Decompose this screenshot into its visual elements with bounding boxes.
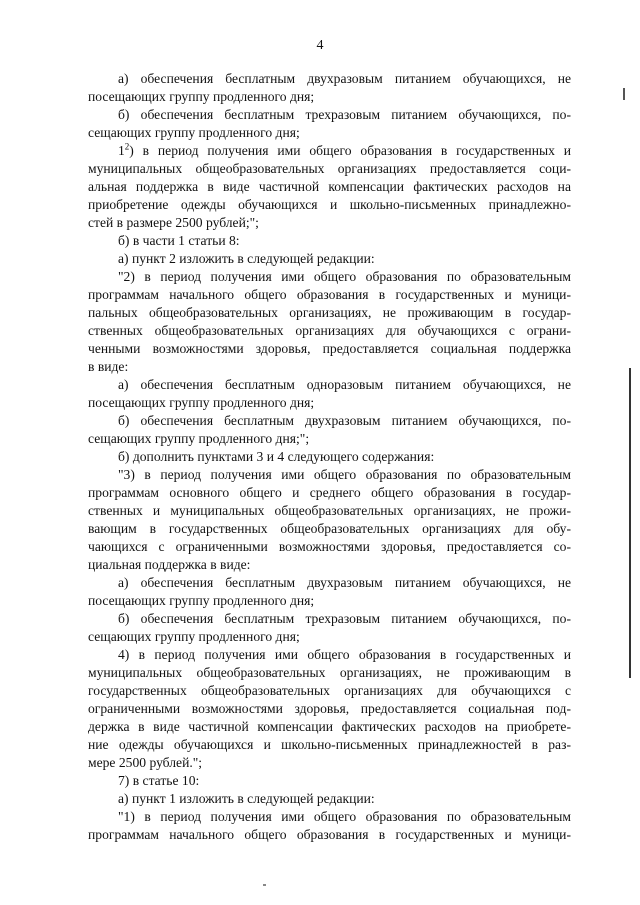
text-line: чающихся с ограниченными возможностями здоровья, предоставляется со- bbox=[88, 539, 571, 554]
text-line: а) обеспечения бесплатным двухразовым питанием обучающихся, не bbox=[118, 71, 571, 86]
text-line: ченными возможностями здоровья, предоставляется социальная поддержка bbox=[88, 341, 571, 356]
text-line: альная поддержка в виде частичной компенсации фактических расходов на bbox=[88, 179, 571, 194]
text-line: муниципальных общеобразовательных организациях предоставляется соци- bbox=[88, 161, 571, 176]
text-line: мере 2500 рублей."; bbox=[88, 755, 203, 770]
text-line: посещающих группу продленного дня; bbox=[88, 89, 315, 104]
text-line: посещающих группу продленного дня; bbox=[88, 395, 315, 410]
text-line: б) в части 1 статьи 8: bbox=[118, 233, 240, 248]
item-number-superscript: 2 bbox=[124, 141, 130, 152]
text-line: приобретение одежды обучающихся и школьно-письменных принадлежно- bbox=[88, 197, 571, 212]
text-line: вающим в государственных общеобразовательных организациях для обу- bbox=[88, 521, 571, 536]
text-line: ограниченными возможностями здоровья, предоставляется социальная под- bbox=[88, 701, 571, 716]
text-line: программам основного общего и среднего общего образования в государ- bbox=[88, 485, 571, 500]
text-line: "3) в период получения ими общего образования по образовательным bbox=[118, 467, 571, 482]
text-line: б) обеспечения бесплатным трехразовым питанием обучающихся, по- bbox=[118, 611, 571, 626]
text-line: сещающих группу продленного дня;"; bbox=[88, 431, 310, 446]
text-line: программам начального общего образования в государственных и муници- bbox=[88, 287, 571, 302]
text-line: 7) в статье 10: bbox=[118, 773, 200, 788]
text-line: ственных и муниципальных общеобразовательных организациях, не прожи- bbox=[88, 503, 571, 518]
text-line: муниципальных общеобразовательных организациях, не проживающим в bbox=[88, 665, 571, 680]
text-line: б) обеспечения бесплатным двухразовым питанием обучающихся, по- bbox=[118, 413, 571, 428]
text-line: а) пункт 1 изложить в следующей редакции: bbox=[118, 791, 375, 806]
text-line: посещающих группу продленного дня; bbox=[88, 593, 315, 608]
text-line: в виде: bbox=[88, 359, 129, 374]
text-line: сещающих группу продленного дня; bbox=[88, 629, 300, 644]
text-line: "1) в период получения ими общего образования по образовательным bbox=[118, 809, 571, 824]
page-number: 4 bbox=[316, 38, 324, 53]
text-line: циальная поддержка в виде: bbox=[88, 557, 251, 572]
text-line: б) дополнить пунктами 3 и 4 следующего содержания: bbox=[118, 449, 435, 464]
item-number: 1 bbox=[118, 143, 125, 158]
text-line: держка в виде частичной компенсации фактических расходов на приобрете- bbox=[88, 719, 571, 734]
text-line: сещающих группу продленного дня; bbox=[88, 125, 300, 140]
scan-mark bbox=[623, 88, 625, 100]
text-line: ственных общеобразовательных организациях для обучающихся с ограни- bbox=[88, 323, 571, 338]
text-line: б) обеспечения бесплатным трехразовым питанием обучающихся, по- bbox=[118, 107, 571, 122]
text-line bbox=[118, 142, 571, 160]
text-line: государственных общеобразовательных организациях для обучающихся с bbox=[88, 683, 571, 698]
scan-dot bbox=[263, 884, 266, 886]
text-line-rest: ) в период получения ими общего образования в государственных и bbox=[129, 143, 571, 158]
text-line: стей в размере 2500 рублей;"; bbox=[88, 215, 259, 230]
text-line: пальных общеобразовательных организациях, не проживающим в государ- bbox=[88, 305, 571, 320]
text-line: а) пункт 2 изложить в следующей редакции: bbox=[118, 251, 375, 266]
text-line: программам начального общего образования в государственных и муници- bbox=[88, 827, 571, 842]
text-line: а) обеспечения бесплатным двухразовым питанием обучающихся, не bbox=[118, 575, 571, 590]
text-line: а) обеспечения бесплатным одноразовым питанием обучающихся, не bbox=[118, 377, 571, 392]
scan-edge-mark bbox=[629, 368, 631, 678]
text-line: 4) в период получения ими общего образования в государственных и bbox=[118, 647, 571, 662]
text-line: ние одежды обучающихся и школьно-письменных принадлежностей в раз- bbox=[88, 737, 571, 752]
text-line: "2) в период получения ими общего образования по образовательным bbox=[118, 269, 571, 284]
